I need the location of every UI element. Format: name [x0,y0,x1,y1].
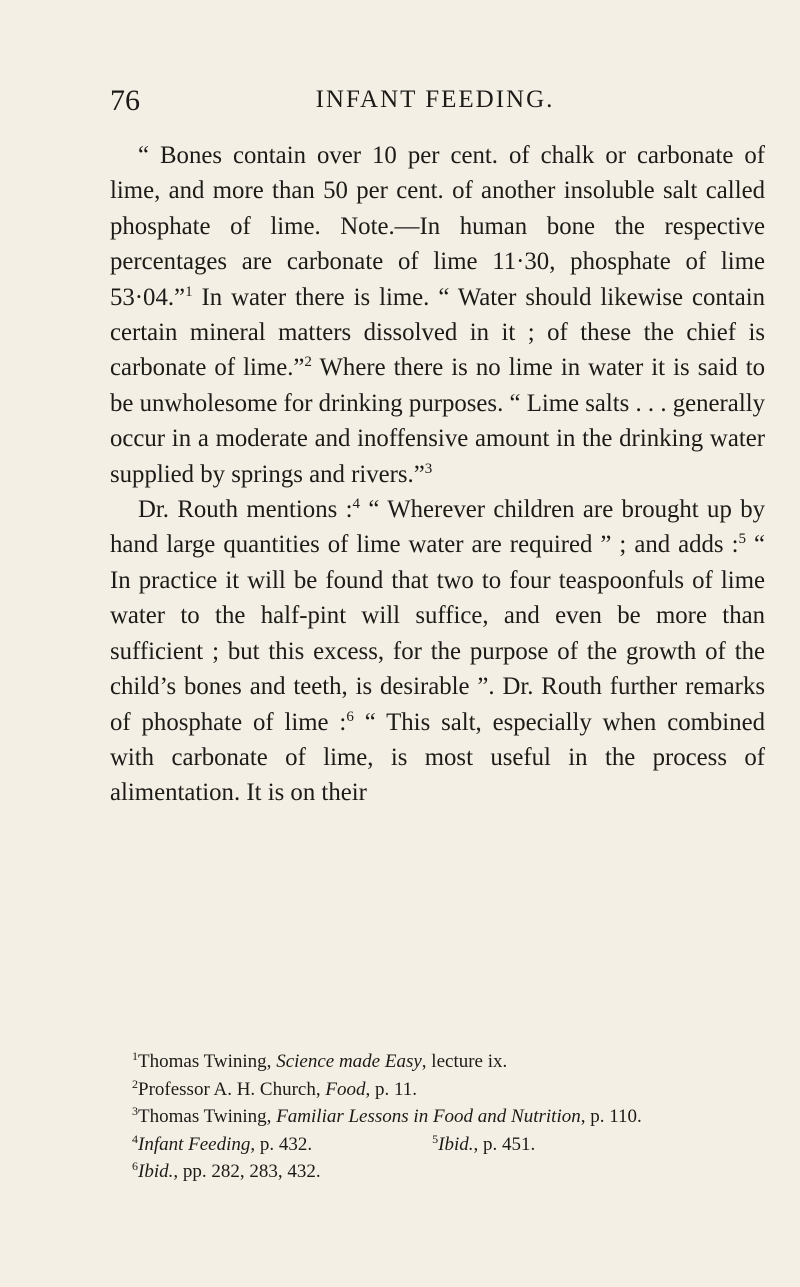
text-run: , pp. 282, 283, 432. [173,1161,321,1183]
footnote-mark: 2 [132,1076,138,1091]
text-run: “ Wherever children are brought up by hand large quantities of lime water are required ” ; and adds : [110,496,765,559]
footnote-ref: 1 [185,283,193,300]
page-header [110,84,760,124]
text-run: , p. 110. [580,1106,642,1128]
italic-title: Ibid. [138,1161,174,1183]
footnote-ref: 6 [346,708,354,725]
text-run: , p. 432. [250,1133,313,1155]
footnote-ref: 4 [352,496,360,513]
italic-title: Infant Feeding [138,1133,251,1155]
text-run: , p. 451. [473,1133,536,1155]
footnote [110,1158,765,1186]
text-run: , lecture ix. [421,1051,508,1072]
text-run: Thomas Twining, [138,1051,277,1072]
italic-title: Familiar Lessons in Food and Nutrition [276,1106,581,1128]
footnote-row [110,1131,765,1159]
footnote-ref: 5 [738,531,746,548]
footnote-ref: 3 [424,460,433,477]
text-run: Where there is no lime in water it is said to be unwholesome for drinking purposes. “ Lime salts . . . generally occur in a moderate and inoffensive amount in the drinking water supplied by springs and rivers.” [110,354,766,488]
text-run: , p. 11. [365,1078,418,1100]
body-text [110,138,765,811]
footnote-mark: 1 [132,1049,138,1063]
italic-title: Ibid. [438,1133,474,1155]
footnote-mark: 6 [132,1159,138,1174]
text-run: Thomas Twining, [138,1106,277,1128]
text-run: “ In practice it will be found that two to four teaspoonfuls of lime water to the half-pint will suffice, and even be more than sufficient ; but this excess, for the purpose of the growth of the child’s bones and teeth, is desirable ”. Dr. Routh further remarks of phosphate of lime : [110,531,765,736]
text-run: In water there is lime. “ Water should likewise contain certain mineral matters dissolved in it ; of these the chief is carbonate of lime.” [110,283,765,382]
footnote [110,1131,312,1159]
footnote [110,1048,765,1076]
footnote-mark: 3 [132,1104,138,1119]
italic-title: Science made Easy [276,1051,422,1072]
footnote [110,1076,765,1104]
italic-title: Food [325,1078,366,1100]
footnote-mark: 4 [132,1131,138,1146]
footnote-mark: 5 [432,1131,439,1146]
footnote-ref: 2 [304,354,312,371]
footnote [110,1103,765,1131]
footnotes [110,1048,765,1186]
text-run: Professor A. H. Church, [138,1078,326,1100]
paragraph [110,138,765,492]
page-number: 76 [110,84,140,117]
running-head: INFANT FEEDING. [315,86,555,113]
text-run: Dr. Routh mentions : [138,496,353,524]
footnote [432,1131,535,1159]
text-run: “ This salt, especially when combined with carbonate of lime, is most useful in the process of alimentation. It is on their [110,708,765,807]
paragraph [110,492,765,811]
text-run: “ Bones contain over 10 per cent. of chalk or carbonate of lime, and more than 50 per cent. of another insoluble salt called phosphate of lime. Note.—In human bone the respective percentages are carbonate of lime 11·30, phosphate of lime 53·04.” [110,142,765,311]
